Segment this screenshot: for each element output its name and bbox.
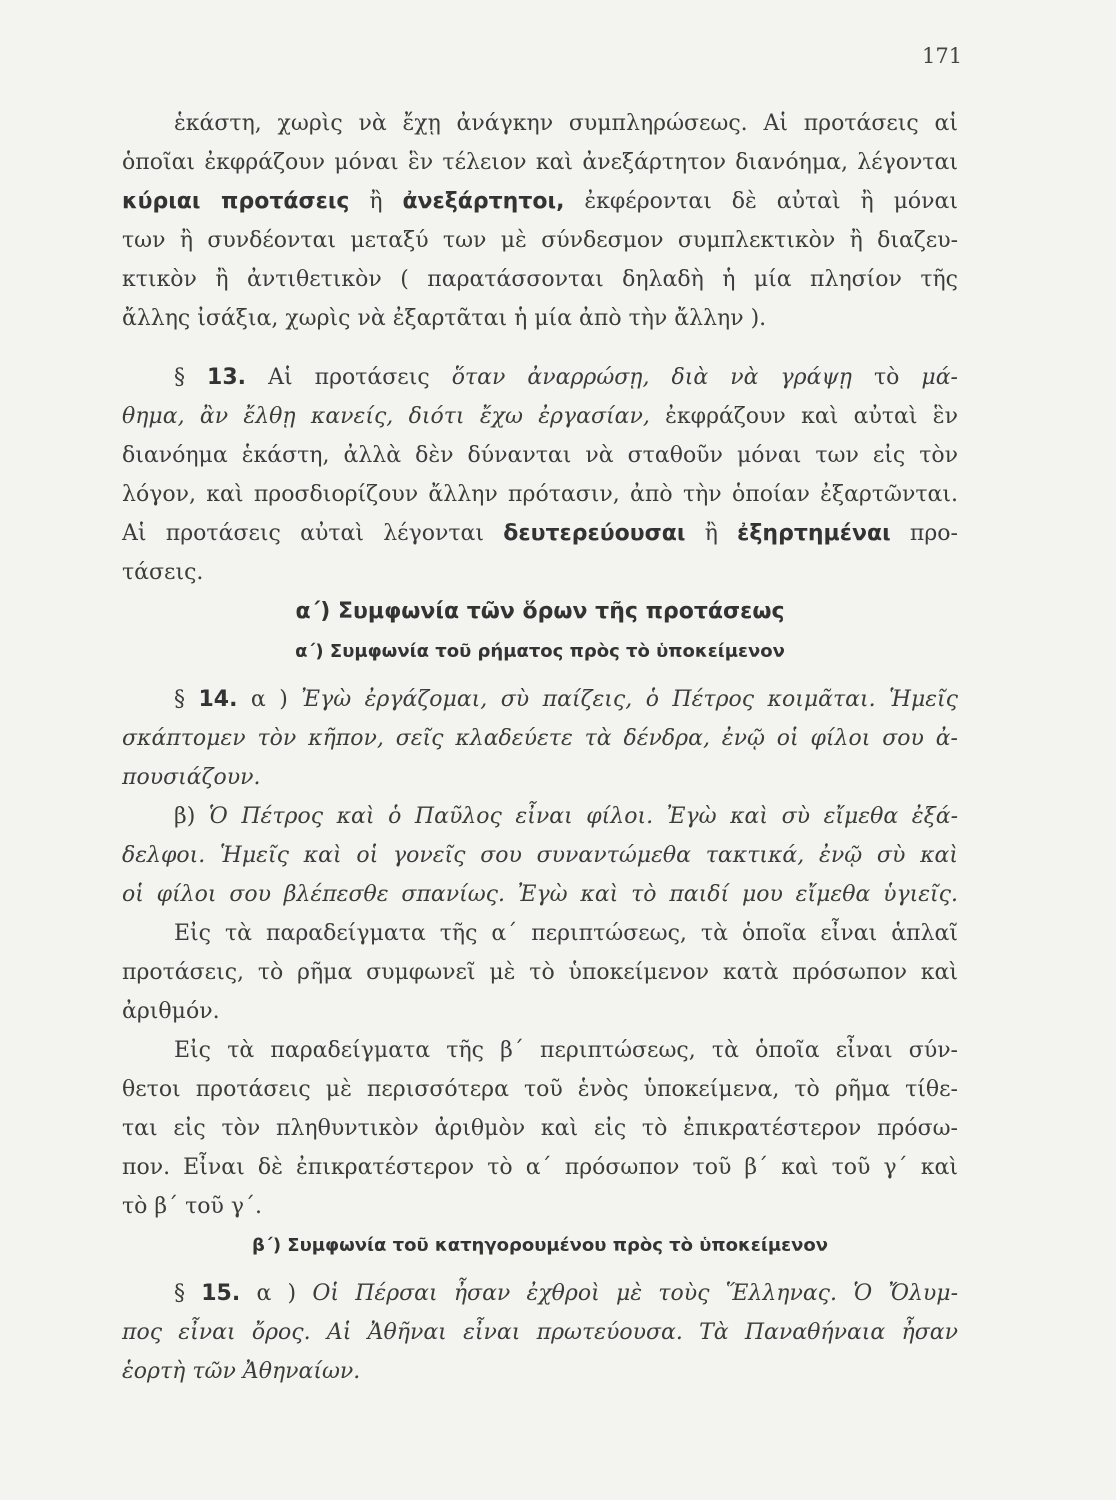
text-line: [122, 104, 958, 143]
page-body: [122, 104, 958, 1391]
text-line: [122, 1109, 958, 1148]
paragraph: [122, 358, 958, 592]
page-number: 171: [922, 44, 963, 68]
subsection-heading: α΄) Συμφωνία τοῦ ρήματος πρὸς τὸ ὑποκείμενον: [295, 641, 785, 662]
text-line: [122, 1313, 958, 1352]
text-segment: των ἢ συνδέονται μεταξύ των μὲ σύνδεσμον συμπλεκτικὸν ἢ διαζευ-: [122, 228, 958, 253]
text-line: [122, 299, 958, 338]
text-segment: τὸ β΄ τοῦ γ΄.: [122, 1194, 263, 1219]
text-segment: Εἰς τὰ παραδείγματα τῆς β΄ περιπτώσεως, τὰ ὁποῖα εἶναι σύν-: [174, 1038, 958, 1063]
text-line: [122, 680, 958, 719]
text-segment: ὁποῖαι ἐκφράζουν μόναι ἓν τέλειον καὶ ἀνεξάρτητον διανόημα, λέγονται: [122, 150, 958, 175]
paragraph: [122, 1031, 958, 1226]
italic-example: Ὁ Πέτρος καὶ ὁ Παῦλος εἶναι φίλοι. Ἐγὼ καὶ σὺ εἴμεθα ἐξά-: [208, 804, 958, 829]
paragraph: [122, 680, 958, 797]
text-segment: §: [174, 365, 208, 390]
text-segment: λόγον, καὶ προσδιορίζουν ἄλλην πρότασιν, ἀπὸ τὴν ὁποίαν ἐξαρτῶνται.: [122, 482, 958, 507]
text-segment: α ): [240, 1281, 313, 1306]
text-line: [122, 992, 958, 1031]
text-segment: §: [174, 687, 199, 712]
text-line: [122, 836, 958, 875]
paragraph: [122, 797, 958, 914]
bold-term: ἐξηρτημέναι: [737, 521, 891, 546]
text-segment: α ): [237, 687, 302, 712]
text-segment: θετοι προτάσεις μὲ περισσότερα τοῦ ἑνὸς ὑποκείμενα, τὸ ρῆμα τίθε-: [122, 1077, 958, 1102]
text-line: [122, 758, 958, 797]
text-line: [122, 260, 958, 299]
text-line: [122, 514, 958, 553]
text-line: [122, 875, 958, 914]
paragraph: [122, 914, 958, 1031]
text-line: [122, 719, 958, 758]
text-line: [122, 1187, 958, 1226]
text-line: [122, 1148, 958, 1187]
text-segment: Αἱ προτάσεις αὐταὶ λέγονται: [122, 521, 504, 546]
text-line: [122, 1070, 958, 1109]
subsection-heading: β΄) Συμφωνία τοῦ κατηγορουμένου πρὸς τὸ ὑποκείμενον: [251, 1235, 828, 1256]
text-segment: τὸ: [851, 365, 922, 390]
bold-term: 13.: [207, 365, 247, 390]
text-segment: προ-: [890, 521, 958, 546]
bold-term: δευτερεύουσαι: [503, 521, 686, 546]
italic-example: θημα, ἂν ἔλθῃ κανείς, διότι ἔχω ἐργασίαν,: [122, 404, 650, 429]
italic-example: μά-: [921, 365, 958, 390]
text-segment: ἀριθμόν.: [122, 999, 220, 1024]
italic-example: πουσιάζουν.: [122, 765, 261, 790]
bold-term: κύριαι προτάσεις: [122, 189, 350, 214]
italic-example: ὅταν ἀναρρώσῃ, διὰ νὰ γράψῃ: [451, 365, 852, 390]
italic-example: σκάπτομεν τὸν κῆπον, σεῖς κλαδεύετε τὰ δένδρα, ἐνῷ οἱ φίλοι σου ἀ-: [122, 726, 958, 751]
text-segment: ἢ: [349, 189, 403, 214]
text-segment: §: [174, 1281, 202, 1306]
text-segment: β): [174, 804, 209, 829]
text-line: [122, 221, 958, 260]
text-segment: ται εἰς τὸν πληθυντικὸν ἀριθμὸν καὶ εἰς τὸ ἐπικρατέστερον πρόσω-: [122, 1116, 958, 1141]
paragraph: [122, 1274, 958, 1391]
text-line: [122, 553, 958, 592]
bold-term: 14.: [198, 687, 238, 712]
text-segment: διανόημα ἑκάστη, ἀλλὰ δὲν δύνανται νὰ σταθοῦν μόναι των εἰς τὸν: [122, 443, 958, 468]
text-line: [122, 797, 958, 836]
italic-example: δελφοι. Ἡμεῖς καὶ οἱ γονεῖς σου συναντώμεθα τακτικά, ἐνῷ σὺ καὶ: [122, 843, 958, 868]
text-line: [122, 475, 958, 514]
text-line: [122, 1031, 958, 1070]
text-segment: ἄλλης ἰσάξια, χωρὶς νὰ ἐξαρτᾶται ἡ μία ἀπὸ τὴν ἄλλην ).: [122, 306, 767, 331]
text-segment: προτάσεις, τὸ ρῆμα συμφωνεῖ μὲ τὸ ὑποκείμενον κατὰ πρόσωπον καὶ: [122, 960, 958, 985]
text-line: [122, 397, 958, 436]
section-heading: α΄) Συμφωνία τῶν ὅρων τῆς προτάσεως: [295, 599, 785, 624]
paragraph: [122, 104, 958, 338]
text-line: [122, 953, 958, 992]
text-line: [122, 914, 958, 953]
text-segment: τάσεις.: [122, 560, 204, 585]
italic-example: ἑορτὴ τῶν Ἀθηναίων.: [122, 1359, 361, 1384]
text-segment: πον. Εἶναι δὲ ἐπικρατέστερον τὸ α΄ πρόσωπον τοῦ β΄ καὶ τοῦ γ΄ καὶ: [122, 1155, 958, 1180]
text-line: [122, 1274, 958, 1313]
text-line: [122, 143, 958, 182]
text-segment: κτικὸν ἢ ἀντιθετικὸν ( παρατάσσονται δηλαδὴ ἡ μία πλησίον τῆς: [122, 267, 958, 292]
bold-term: 15.: [201, 1281, 241, 1306]
text-segment: Αἱ προτάσεις: [246, 365, 452, 390]
text-segment: ἑκάστη, χωρὶς νὰ ἔχῃ ἀνάγκην συμπληρώσεως. Αἱ προτάσεις αἱ: [174, 111, 958, 136]
text-line: [122, 1352, 958, 1391]
italic-example: Οἱ Πέρσαι ἦσαν ἐχθροὶ μὲ τοὺς Ἕλληνας. Ὁ Ὄλυμ-: [312, 1281, 959, 1306]
italic-example: οἱ φίλοι σου βλέπεσθε σπανίως. Ἐγὼ καὶ τὸ παιδί μου εἴμεθα ὑγιεῖς.: [122, 882, 958, 907]
bold-term: ἀνεξάρτητοι,: [402, 189, 565, 214]
text-segment: ἐκφράζουν καὶ αὐταὶ ἓν: [649, 404, 958, 429]
text-segment: ἢ: [685, 521, 738, 546]
text-line: [122, 436, 958, 475]
italic-example: πος εἶναι ὄρος. Αἱ Ἀθῆναι εἶναι πρωτεύουσα. Τὰ Παναθήναια ἦσαν: [122, 1320, 958, 1345]
italic-example: Ἐγὼ ἐργάζομαι, σὺ παίζεις, ὁ Πέτρος κοιμᾶται. Ἡμεῖς: [301, 687, 958, 712]
text-segment: ἐκφέρονται δὲ αὐταὶ ἢ μόναι: [564, 189, 958, 214]
text-segment: Εἰς τὰ παραδείγματα τῆς α΄ περιπτώσεως, τὰ ὁποῖα εἶναι ἁπλαῖ: [174, 921, 958, 946]
text-line: [122, 182, 958, 221]
text-line: [122, 358, 958, 397]
